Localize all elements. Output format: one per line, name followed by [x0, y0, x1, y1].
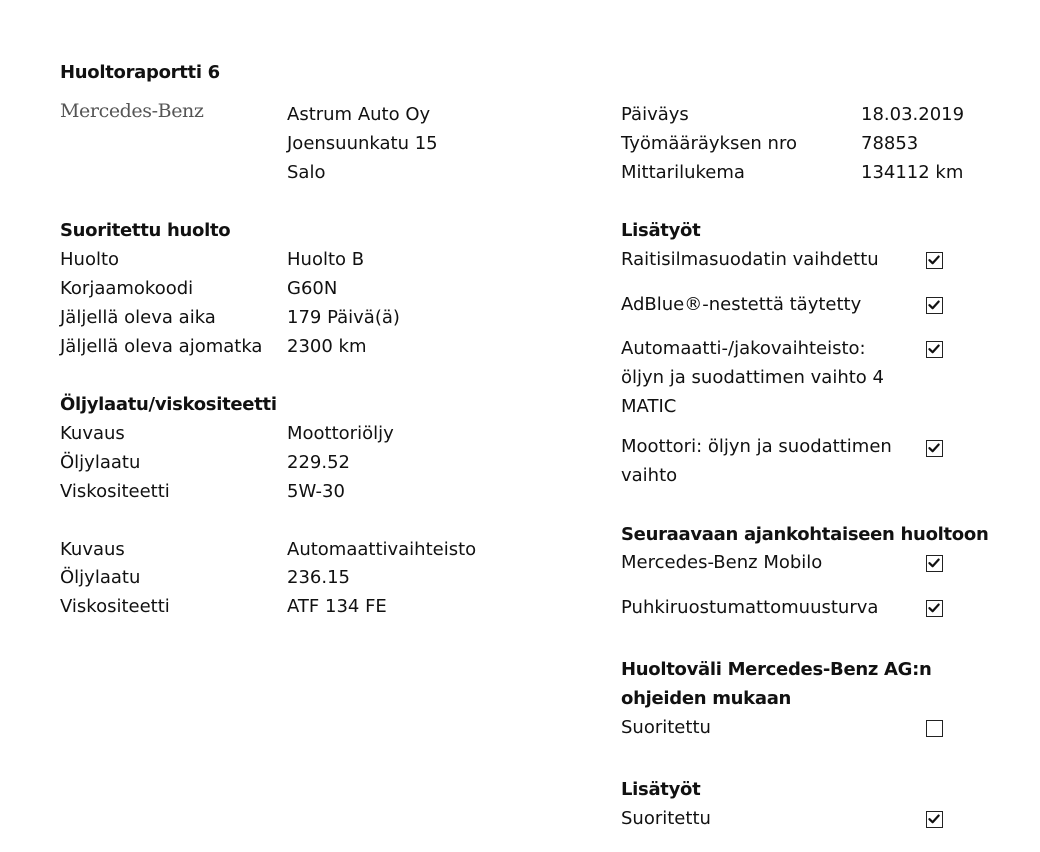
remaining-distance-value: 2300 km [287, 336, 367, 357]
oil2-description-value: Automaattivaihteisto [287, 539, 477, 560]
remaining-time-label: Jäljellä oleva aika [60, 307, 216, 328]
date-label: Päiväys [621, 104, 689, 125]
checkmark-icon [928, 557, 940, 569]
oil1-description-label: Kuvaus [60, 423, 125, 444]
extra-work-heading: Lisätyöt [621, 220, 701, 241]
extra-work-2-heading: Lisätyöt [621, 779, 701, 800]
oil2-viscosity-label: Viskositeetti [60, 596, 170, 617]
interval-checkbox[interactable] [926, 720, 943, 737]
extra-work-item-label: Raitisilmasuodatin vaihdettu [621, 249, 879, 270]
interval-heading: Huoltoväli Mercedes-Benz AG:n ohjeiden mukaan [621, 659, 932, 709]
work-order-label: Työmääräyksen nro [621, 133, 797, 154]
checkmark-icon [928, 299, 940, 311]
workshop-code-value: G60N [287, 278, 338, 299]
odometer-value: 134112 km [861, 162, 964, 183]
extra-work-checkbox[interactable] [926, 297, 943, 314]
oil1-grade-value: 229.52 [287, 452, 350, 473]
date-value: 18.03.2019 [861, 104, 965, 125]
extra-work-item-label: Moottori: öljyn ja suodattimen vaihto [621, 436, 892, 486]
next-service-checkbox[interactable] [926, 600, 943, 617]
dealer-city: Salo [287, 162, 326, 183]
oil2-description-label: Kuvaus [60, 539, 125, 560]
checkmark-icon [928, 813, 940, 825]
next-service-item-label: Puhkiruostumattomuusturva [621, 597, 879, 618]
service-heading: Suoritettu huolto [60, 220, 231, 241]
extra-work-checkbox[interactable] [926, 440, 943, 457]
next-service-checkbox[interactable] [926, 555, 943, 572]
oil-heading: Öljylaatu/viskositeetti [60, 394, 277, 415]
extra-work-2-item-label: Suoritettu [621, 808, 711, 829]
work-order-value: 78853 [861, 133, 919, 154]
remaining-distance-label: Jäljellä oleva ajomatka [60, 336, 263, 357]
oil1-viscosity-label: Viskositeetti [60, 481, 170, 502]
extra-work-item-label: Automaatti-/jakovaihteisto: öljyn ja suodattimen vaihto 4 MATIC [621, 338, 884, 417]
report-title: Huoltoraportti 6 [60, 62, 220, 83]
extra-work-checkbox[interactable] [926, 252, 943, 269]
oil1-grade-label: Öljylaatu [60, 452, 141, 473]
extra-work-item-label: AdBlue®-nestettä täytetty [621, 294, 862, 315]
next-service-item-label: Mercedes-Benz Mobilo [621, 552, 823, 573]
checkmark-icon [928, 602, 940, 614]
checkmark-icon [928, 254, 940, 266]
oil1-viscosity-value: 5W-30 [287, 481, 345, 502]
service-label: Huolto [60, 249, 120, 270]
remaining-time-value: 179 Päivä(ä) [287, 307, 400, 328]
oil2-grade-label: Öljylaatu [60, 567, 141, 588]
checkmark-icon [928, 442, 940, 454]
extra-work-2-checkbox[interactable] [926, 811, 943, 828]
dealer-name: Astrum Auto Oy [287, 104, 431, 125]
odometer-label: Mittarilukema [621, 162, 745, 183]
service-value: Huolto B [287, 249, 365, 270]
dealer-street: Joensuunkatu 15 [287, 133, 438, 154]
mercedes-benz-logo: Mercedes-Benz [60, 100, 204, 122]
oil1-description-value: Moottoriöljy [287, 423, 394, 444]
next-service-heading: Seuraavaan ajankohtaiseen huoltoon [621, 524, 989, 545]
extra-work-checkbox[interactable] [926, 341, 943, 358]
interval-item-label: Suoritettu [621, 717, 711, 738]
oil2-grade-value: 236.15 [287, 567, 350, 588]
checkmark-icon [928, 343, 940, 355]
oil2-viscosity-value: ATF 134 FE [287, 596, 387, 617]
workshop-code-label: Korjaamokoodi [60, 278, 194, 299]
